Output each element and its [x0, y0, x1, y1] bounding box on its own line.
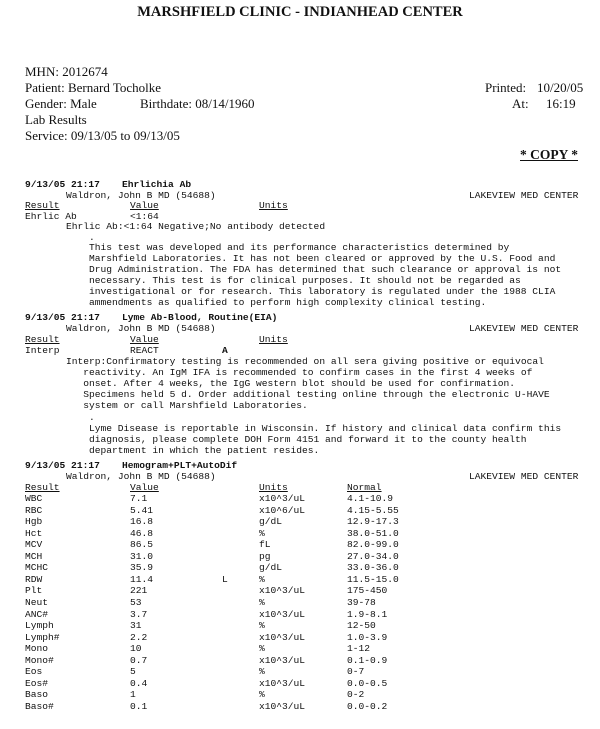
test-name: Hemogram+PLT+AutoDif	[122, 460, 238, 471]
hemogram-cell-units: fL	[259, 539, 271, 551]
col-units: Units	[259, 334, 288, 345]
at-time: 16:19	[546, 96, 576, 111]
test-datetime: 9/13/05 21:17	[25, 179, 100, 190]
hemogram-cell-result: MCHC	[25, 562, 49, 574]
hemogram-cell-units: %	[259, 620, 265, 632]
hemogram-cell-normal: 38.0-51.0	[347, 527, 399, 539]
test-name: Ehrlichia Ab	[122, 179, 192, 190]
hemogram-cell-units: x10^3/uL	[259, 677, 306, 689]
hemogram-cell-units: %	[259, 689, 265, 701]
result-name: Interp	[25, 345, 60, 356]
comment: Interp:Confirmatory testing is recommended on all sera giving positive or equivocal reactivity. An IgM IFA is recommended to confirm cases in the first 4 weeks of onset. After 4 weeks, the IgG western blot should be used for confirmation. Specimens held 5 d. Order additional testing online through the electronic U-HAVE system or call Marshfield Laboratories.	[66, 356, 550, 411]
hemogram-cell-units: x10^3/uL	[259, 493, 306, 504]
hemogram-cell-result: RBC	[25, 504, 43, 516]
hemogram-cell-normal: 1.0-3.9	[347, 631, 388, 643]
hemogram-cell-units: pg	[259, 550, 271, 562]
hemogram-cell-result: Hgb	[25, 516, 43, 528]
hemogram-cell-result: Hct	[25, 527, 43, 539]
hemogram-cell-result: WBC	[25, 493, 43, 504]
hemogram-cell-value: 35.9	[130, 562, 154, 574]
physician: Waldron, John B MD (54688)	[66, 323, 216, 334]
hemogram-cell-normal: 0-7	[347, 666, 365, 678]
hemogram-cell-value: 221	[130, 585, 148, 597]
disclaimer: This test was developed and its performance characteristics determined by Marshfield Laboratories. It has not been cleared or approved by the U.S. Food and Drug Administration. The FDA has determined that such clearance or approval is not necessary. This test is for clinical purposes. It should not be regarded as investigational or for research. This laboratory is regulated under the 1988 CLIA ammendments as qualified to perform high complexity clinical testing.	[89, 242, 562, 308]
hemogram-cell-result: Lymph	[25, 620, 54, 632]
hemogram-cell-result: Eos	[25, 666, 43, 678]
hemogram-cell-result: Baso	[25, 689, 49, 701]
hemogram-cell-flag: L	[222, 573, 228, 585]
comment: Ehrlic Ab:<1:64 Negative;No antibody detected	[66, 221, 326, 232]
physician: Waldron, John B MD (54688)	[66, 190, 216, 201]
hemogram-cell-normal: 82.0-99.0	[347, 539, 399, 551]
col-result: Result	[25, 200, 60, 211]
test-datetime: 9/13/05 21:17	[25, 312, 100, 323]
hemogram-cell-value: 0.7	[130, 654, 148, 666]
hemogram-cell-normal: 4.15-5.55	[347, 504, 399, 516]
hemogram-cell-value: 31.0	[130, 550, 154, 562]
hemogram-cell-result: Baso#	[25, 700, 54, 712]
printed-date: 10/20/05	[537, 80, 584, 95]
hemogram-cell-normal: 33.0-36.0	[347, 562, 399, 574]
hemogram-cell-normal: 0.0-0.2	[347, 700, 388, 712]
col-value: Value	[130, 200, 159, 211]
result-value: <1:64	[130, 211, 159, 222]
hemogram-cell-normal: 0-2	[347, 689, 365, 701]
col-units: Units	[259, 482, 288, 493]
dot: .	[89, 412, 95, 423]
hemogram-cell-normal: 175-450	[347, 585, 388, 597]
hemogram-cell-value: 31	[130, 620, 142, 632]
location: LAKEVIEW MED CENTER	[469, 471, 579, 482]
gender: Gender: Male	[25, 96, 97, 111]
at-label: At:	[512, 96, 529, 111]
hemogram-cell-value: 16.8	[130, 516, 154, 528]
hemogram-cell-units: x10^3/uL	[259, 700, 306, 712]
hemogram-cell-result: RDW	[25, 573, 43, 585]
abnormal-flag: A	[222, 345, 228, 356]
hemogram-cell-normal: 0.1-0.9	[347, 654, 388, 666]
test-name: Lyme Ab-Blood, Routine(EIA)	[122, 312, 278, 323]
patient-name: Patient: Bernard Tocholke	[25, 80, 162, 95]
hemogram-cell-result: Plt	[25, 585, 43, 597]
printed-label: Printed:	[485, 80, 527, 95]
location: LAKEVIEW MED CENTER	[469, 323, 579, 334]
col-result: Result	[25, 334, 60, 345]
hemogram-cell-normal: 1-12	[347, 643, 371, 655]
test-datetime: 9/13/05 21:17	[25, 460, 100, 471]
hemogram-cell-normal: 4.1-10.9	[347, 493, 394, 504]
hemogram-cell-units: %	[259, 596, 265, 608]
page-title: MARSHFIELD CLINIC - INDIANHEAD CENTER	[137, 4, 463, 20]
hemogram-cell-normal: 0.0-0.5	[347, 677, 388, 689]
result-name: Ehrlic Ab	[25, 211, 77, 222]
hemogram-cell-normal: 27.0-34.0	[347, 550, 399, 562]
hemogram-cell-normal: 39-78	[347, 596, 376, 608]
mhn: MHN: 2012674	[25, 64, 108, 79]
hemogram-cell-units: %	[259, 666, 265, 678]
col-value: Value	[130, 334, 159, 345]
hemogram-cell-value: 53	[130, 596, 142, 608]
hemogram-cell-units: %	[259, 643, 265, 655]
hemogram-cell-result: MCV	[25, 539, 43, 551]
hemogram-cell-value: 3.7	[130, 608, 148, 620]
hemogram-cell-value: 86.5	[130, 539, 154, 551]
hemogram-cell-units: x10^3/uL	[259, 631, 306, 643]
reportable-note: Lyme Disease is reportable in Wisconsin. If history and clinical data confirm this diagnosis, please complete DOH Form 4151 and forward it to the county health department in which the patient resides.	[89, 423, 562, 456]
hemogram-cell-normal: 11.5-15.0	[347, 573, 399, 585]
hemogram-cell-value: 0.4	[130, 677, 148, 689]
hemogram-cell-value: 5.41	[130, 504, 154, 516]
copy-mark: * COPY *	[520, 147, 578, 162]
hemogram-cell-units: %	[259, 527, 265, 539]
col-value: Value	[130, 482, 159, 493]
location: LAKEVIEW MED CENTER	[469, 190, 579, 201]
hemogram-cell-result: ANC#	[25, 608, 49, 620]
hemogram-cell-units: x10^3/uL	[259, 608, 306, 620]
physician: Waldron, John B MD (54688)	[66, 471, 216, 482]
hemogram-cell-normal: 12-50	[347, 620, 376, 632]
hemogram-cell-value: 0.1	[130, 700, 148, 712]
hemogram-cell-value: 11.4	[130, 573, 154, 585]
hemogram-cell-value: 2.2	[130, 631, 148, 643]
hemogram-cell-result: MCH	[25, 550, 43, 562]
hemogram-cell-units: g/dL	[259, 516, 283, 528]
hemogram-cell-normal: 12.9-17.3	[347, 516, 399, 528]
hemogram-cell-value: 7.1	[130, 493, 148, 504]
hemogram-cell-result: Eos#	[25, 677, 49, 689]
col-normal: Normal	[347, 482, 382, 493]
hemogram-cell-result: Mono#	[25, 654, 54, 666]
hemogram-cell-units: x10^3/uL	[259, 654, 306, 666]
dot: .	[89, 232, 95, 243]
hemogram-cell-result: Mono	[25, 643, 49, 655]
hemogram-cell-units: x10^3/uL	[259, 585, 306, 597]
hemogram-cell-value: 1	[130, 689, 136, 701]
col-units: Units	[259, 200, 288, 211]
hemogram-cell-normal: 1.9-8.1	[347, 608, 388, 620]
lab-results-label: Lab Results	[25, 112, 87, 127]
result-value: REACT	[130, 345, 159, 356]
hemogram-cell-result: Neut	[25, 596, 49, 608]
col-result: Result	[25, 482, 60, 493]
hemogram-cell-result: Lymph#	[25, 631, 60, 643]
hemogram-cell-value: 46.8	[130, 527, 154, 539]
birthdate: Birthdate: 08/14/1960	[140, 96, 255, 111]
hemogram-cell-units: g/dL	[259, 562, 283, 574]
hemogram-cell-units: %	[259, 573, 265, 585]
hemogram-cell-value: 5	[130, 666, 136, 678]
service-range: Service: 09/13/05 to 09/13/05	[25, 128, 180, 143]
hemogram-cell-units: x10^6/uL	[259, 504, 306, 516]
hemogram-cell-value: 10	[130, 643, 142, 655]
